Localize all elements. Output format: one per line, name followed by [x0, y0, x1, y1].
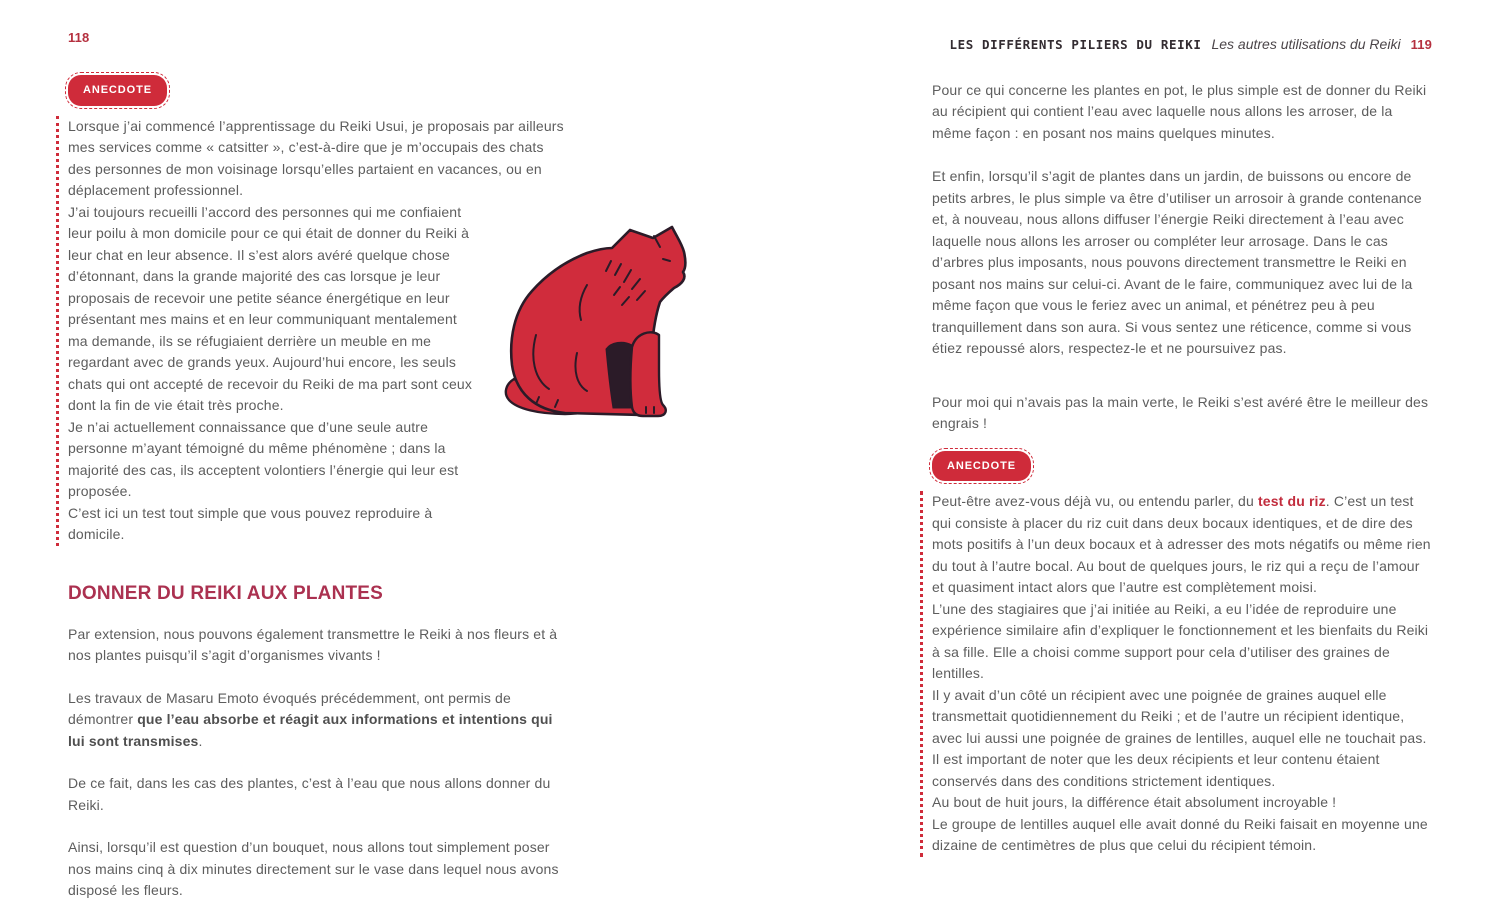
page-number-left: 118 [68, 30, 90, 45]
body-paragraph: De ce fait, dans les cas des plantes, c’est à l’eau que nous allons donner du Reiki. [68, 775, 551, 813]
emphasized-text: que l’eau absorbe et réagit aux informations et intentions qui lui sont transmises [68, 711, 553, 749]
body-text-run: . [198, 732, 203, 749]
anecdote-paragraph: L’une des stagiaires que j’ai initiée au Reiki, a eu l’idée de reproduire une expérience similaire afin d’expliquer le fonctionnement et les bienfaits du Reiki à sa fille. Elle a choisi comme support pour cela d’utiliser des graines de lentilles. [932, 600, 1429, 681]
body-text-run: . C’est un test qui consiste à placer du riz cuit dans deux bocaux identiques, et de dire des mots positifs à l’un deux bocaux et à adresser des mots négatifs ou même rien du tout à l’autre bocal. Au bout de quelques jours, le riz qui a reçu de l’amour et quasiment intact alors que l’autre est complètement moisi. [932, 493, 1431, 595]
left-body-text [68, 624, 568, 902]
anecdote-paragraph: J’ai toujours recueilli l’accord des personnes qui me confiaient leur poilu à mon domicile pour ce qui était de donner du Reiki à leur chat en leur absence. Il s’est alors avéré quelque chose d’étonnant, dans la grande majorité des cas lorsque je leur proposais de recevoir une petite séance énergétique en leur présentant mes mains et en leur communiquant mentalement ma demande, ils se réfugiaient derrière un meuble en me regardant avec de grands yeux. Aujourd’hui encore, les seuls chats qui ont accepté de recevoir du Reiki de ma part sont ceux dont la fin de vie était très proche. [68, 203, 472, 413]
body-paragraph: Pour moi qui n’avais pas la main verte, le Reiki s’est avéré être le meilleur des engrais ! [932, 393, 1429, 431]
anecdote-paragraph: Il est important de noter que les deux récipients et leur contenu étaient conservés dans des conditions strictement identiques. [932, 751, 1380, 789]
anecdote-paragraph: C’est ici un test tout simple que vous pouvez reproduire à domicile. [68, 504, 433, 542]
anecdote-paragraph: Il y avait d’un côté un récipient avec une poignée de graines auquel elle transmettait quotidiennement du Reiki ; et de l’autre un récipient identique, avec lui aussi une poignée de graines de lentilles, auquel elle ne touchait pas. [932, 686, 1427, 746]
anecdote-badge-left: ANECDOTE [68, 75, 167, 106]
anecdote-badge-right: ANECDOTE [932, 451, 1031, 482]
anecdote-paragraph: Lorsque j’ai commencé l’apprentissage du Reiki Usui, je proposais par ailleurs mes services comme « catsitter », c’est-à-dire que je m’occupais des chats des personnes de mon voisinage lorsqu’elles partaient en vacances, ou en déplacement professionnel. [68, 117, 564, 198]
anecdote-block-left [56, 116, 568, 546]
body-text-run: Peut-être avez-vous déjà vu, ou entendu parler, du [932, 493, 1258, 509]
anecdote-paragraph: Je n’ai actuellement connaissance que d’une seule autre personne m’ayant témoigné du même phénomène ; dans la majorité des cas, ils acceptent volontiers l’énergie qui leur est proposée. [68, 418, 459, 499]
chapter-title: LES DIFFÉRENTS PILIERS DU REIKI [949, 37, 1202, 52]
red-cat-icon [503, 223, 688, 418]
anecdote-block-right [920, 491, 1432, 857]
highlighted-term: test du riz [1257, 493, 1326, 509]
anecdote-paragraph [932, 491, 1432, 599]
anecdote-badge-wrap-right [932, 451, 1432, 482]
sitting-cat-illustration [503, 223, 688, 418]
anecdote-paragraph: Le groupe de lentilles auquel elle avait donné du Reiki faisait en moyenne une dizaine de centimètres de plus que celui du récipient témoin. [932, 815, 1428, 853]
body-paragraph: Pour ce qui concerne les plantes en pot, le plus simple est de donner du Reiki au récipient qui contient l’eau avec laquelle nous allons les arroser, de la même façon : en posant nos mains quelques minutes. [932, 81, 1427, 141]
body-paragraph: Ainsi, lorsqu’il est question d’un bouquet, nous allons tout simplement poser nos mains cinq à dix minutes directement sur le vase dans lequel nous avons disposé les fleurs. [68, 839, 559, 898]
page-number-right: 119 [1410, 37, 1432, 52]
running-header [932, 34, 1432, 56]
section-heading: DONNER DU REIKI AUX PLANTES [68, 582, 384, 604]
section-subtitle: Les autres utilisations du Reiki [1211, 36, 1401, 52]
body-paragraph: Par extension, nous pouvons également transmettre le Reiki à nos fleurs et à nos plantes puisqu’il s’agit d’organismes vivants ! [68, 625, 558, 663]
body-text-run: Les travaux de Masaru Emoto évoqués précédemment, ont permis de démontrer [68, 689, 511, 727]
anecdote-paragraph: Au bout de huit jours, la différence était absolument incroyable ! [932, 794, 1337, 810]
right-page [932, 26, 1432, 857]
left-page [68, 26, 568, 902]
anecdote-badge-wrap-left [68, 75, 568, 106]
body-paragraph: Et enfin, lorsqu’il s’agit de plantes dans un jardin, de buissons ou encore de petits arbres, le plus simple va être d’utiliser un arrosoir à grande contenance et, à nouveau, nous allons diffuser l’énergie Reiki directement à l’eau avec laquelle nous allons les arroser ou compléter leur arrosage. Dans le cas d’arbres plus imposants, nous pouvons directement transmettre le Reiki en posant nos mains sur celui-ci. Avant de le faire, communiquez avec lui de la même façon que vous le feriez avec un animal, et pénétrez peu à peu tranquillement dans son aura. Si vous sentez une réticence, comme si vous étiez repoussé alors, respectez-le et ne poursuivez pas. [932, 168, 1422, 356]
body-paragraph [68, 688, 568, 753]
